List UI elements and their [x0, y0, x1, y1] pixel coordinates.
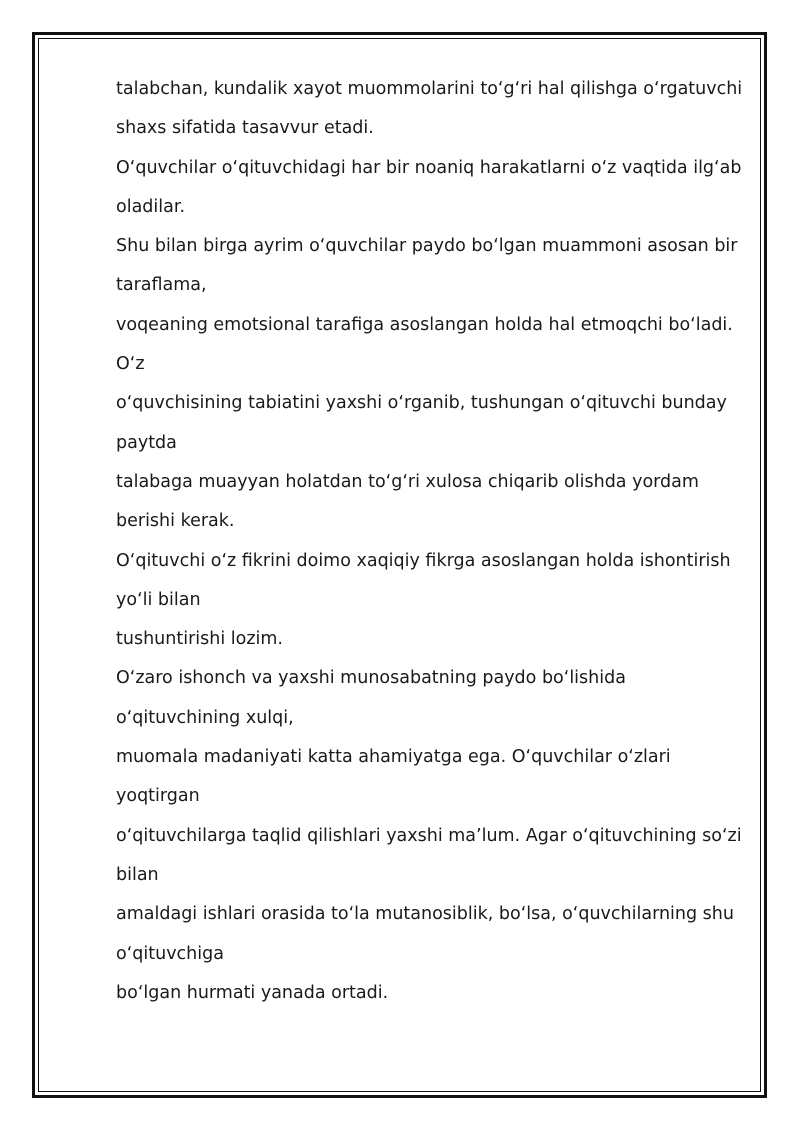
text-line: bilan	[116, 864, 159, 885]
document-body	[116, 70, 756, 1013]
text-line: bo‘lgan hurmati yanada ortadi.	[116, 982, 389, 1003]
text-line: taraflama,	[116, 275, 207, 296]
text-line: shaxs sifatida tasavvur etadi.	[116, 118, 374, 139]
text-line: Shu bilan birga ayrim o‘quvchilar paydo bo‘lgan muammoni asosan bir	[116, 236, 738, 257]
text-line: talabchan, kundalik xayot muommolarini to‘g‘ri hal qilishga o‘rgatuvchi	[116, 79, 743, 99]
text-line: talabaga muayyan holatdan to‘g‘ri xulosa chiqarib olishda yordam	[116, 471, 699, 492]
text-line: O‘zaro ishonch va yaxshi munosabatning paydo bo‘lishida	[116, 668, 626, 689]
text-line: o‘quvchisining tabiatini yaxshi o‘rganib, tushungan o‘qituvchi bunday	[116, 393, 727, 414]
text-line: voqeaning emotsional tarafiga asoslangan holda hal etmoqchi bo‘ladi.	[116, 314, 733, 335]
text-line: paytda	[116, 432, 177, 453]
text-line: O‘z	[116, 354, 145, 375]
text-line: oladilar.	[116, 196, 186, 217]
text-line: amaldagi ishlari orasida to‘la mutanosiblik, bo‘lsa, o‘quvchilarning shu	[116, 904, 734, 925]
text-line: o‘qituvchining xulqi,	[116, 707, 294, 728]
text-line: tushuntirishi lozim.	[116, 629, 283, 650]
text-line: o‘qituvchilarga taqlid qilishlari yaxshi ma’lum. Agar o‘qituvchining so‘zi	[116, 825, 742, 846]
text-line: yo‘li bilan	[116, 589, 201, 610]
text-line: yoqtirgan	[116, 786, 200, 807]
text-line: o‘qituvchiga	[116, 943, 224, 964]
text-line: muomala madaniyati katta ahamiyatga ega. O‘quvchilar o‘zlari	[116, 747, 671, 768]
text-line: O‘quvchilar o‘qituvchidagi har bir noaniq harakatlarni o‘z vaqtida ilg‘ab	[116, 157, 742, 178]
text-line: berishi kerak.	[116, 511, 235, 532]
text-line: O‘qituvchi o‘z fikrini doimo xaqiqiy fikrga asoslangan holda ishontirish	[116, 550, 731, 571]
